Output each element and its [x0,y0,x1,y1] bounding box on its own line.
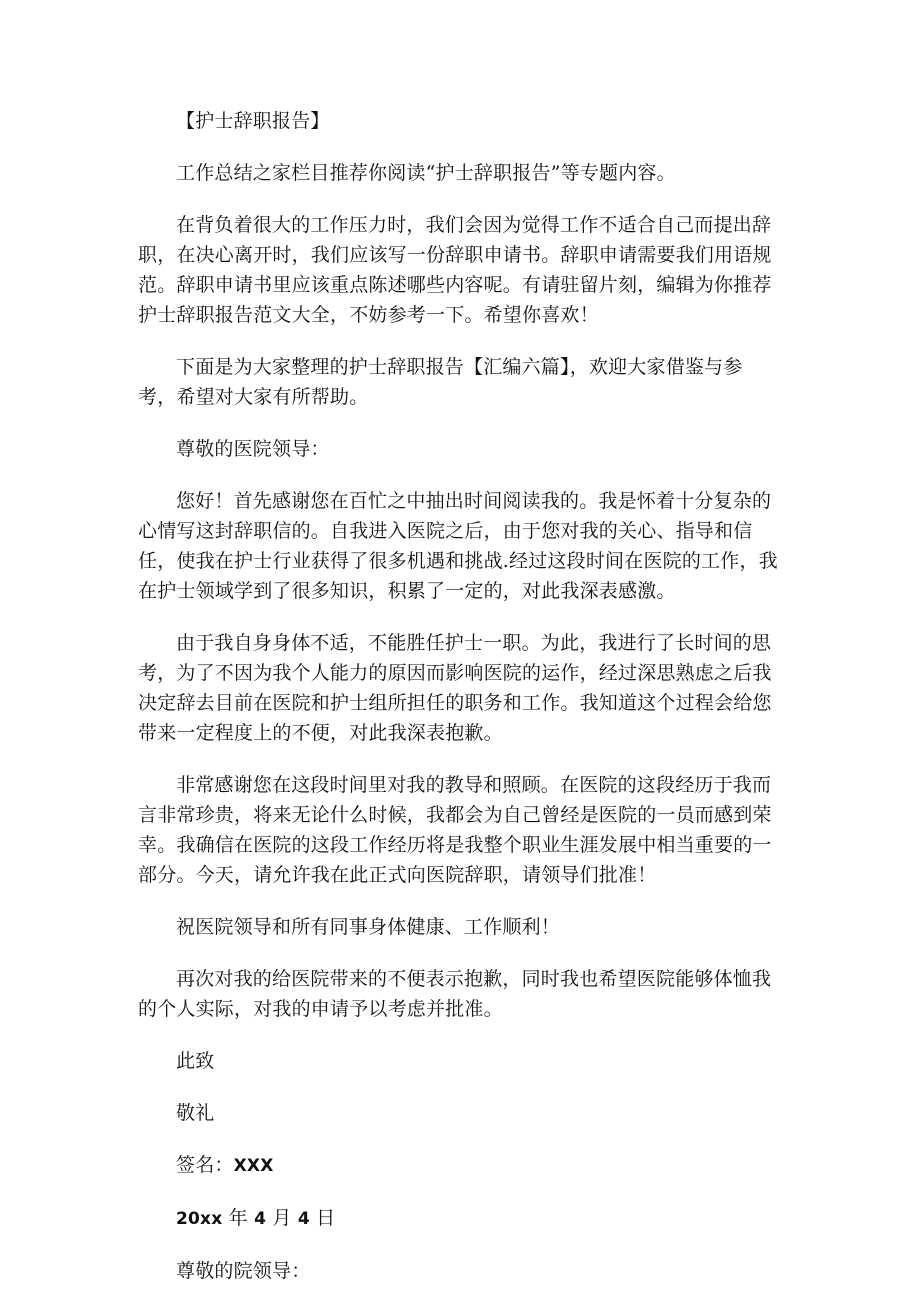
paragraph-1: 在背负着很大的工作压力时，我们会因为觉得工作不适合自己而提出辞职，在决心离开时，我们应该写一份辞职申请书。辞职申请需要我们用语规范。辞职申请书里应该重点陈述哪些内容呢。有请驻留片刻，编辑为你推荐护士辞职报告范文大全，不妨参考一下。希望你喜欢！ [138,214,772,326]
closing-line-1: 此致 [176,1050,215,1072]
closing-line-2: 敬礼 [176,1102,215,1124]
paragraph-2: 下面是为大家整理的护士辞职报告【汇编六篇】，欢迎大家借鉴与参考，希望对大家有所帮助。 [138,356,743,408]
letter-body-4: 再次对我的给医院带来的不便表示抱歉，同时我也希望医院能够体恤我的个人实际，对我的申请予以考虑并批准。 [138,968,772,1020]
wish-line: 祝医院领导和所有同事身体健康、工作顺利！ [176,916,561,938]
date-day-unit: 日 [316,1207,336,1229]
letter-body-3: 非常感谢您在这段时间里对我的教导和照顾。在医院的这段经历于我而言非常珍贵，将来无论什么时候，我都会为自己曾经是医院的一员而感到荣幸。我确信在医院的这段工作经历将是我整个职业生涯发展中相当重要的一部分。今天，请允许我在此正式向医院辞职，请领导们批准！ [138,774,772,886]
intro-paragraph: 工作总结之家栏目推荐你阅读“护士辞职报告”等专题内容。 [176,162,676,184]
date-year-unit: 年 [228,1207,248,1229]
salutation-2: 尊敬的院领导： [176,1260,311,1282]
date-day: 4 [297,1209,310,1229]
date-year: 20xx [176,1209,223,1229]
signature-label: 签名： [176,1154,234,1176]
signature-line [138,1150,778,1181]
date-month-unit: 月 [272,1207,292,1229]
signature-value: XXX [233,1156,274,1176]
salutation: 尊敬的医院领导： [176,438,330,460]
document-title: 【护士辞职报告】 [176,110,330,132]
letter-body-1: 您好！首先感谢您在百忙之中抽出时间阅读我的。我是怀着十分复杂的心情写这封辞职信的。自我进入医院之后，由于您对我的关心、指导和信任，使我在护士行业获得了很多机遇和挑战.经过这段时间在医院的工作，我在护士领域学到了很多知识，积累了一定的，对此我深表感激。 [138,490,778,602]
letter-body-2: 由于我自身身体不适，不能胜任护士一职。为此，我进行了长时间的思考，为了不因为我个人能力的原因而影响医院的运作，经过深思熟虑之后我决定辞去目前在医院和护士组所担任的职务和工作。我知道这个过程会给您带来一定程度上的不便，对此我深表抱歉。 [138,632,772,744]
document-body [138,106,778,1286]
date-line [138,1203,778,1234]
date-month: 4 [254,1209,267,1229]
